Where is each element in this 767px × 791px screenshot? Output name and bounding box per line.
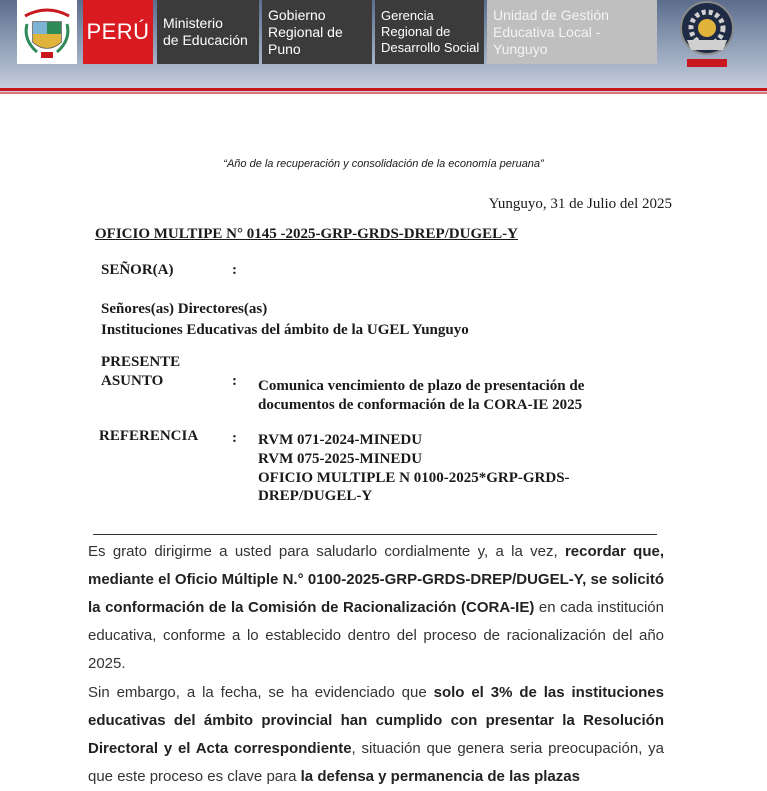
entity-line: Regional de Puno xyxy=(268,23,343,57)
coat-of-arms-icon xyxy=(19,2,75,62)
entity-gerencia xyxy=(375,0,484,64)
recipient-line: Instituciones Educativas del ámbito de la UGEL Yunguyo xyxy=(101,322,469,338)
asunto-line: documentos de conformación de la CORA-IE 2025 xyxy=(258,397,583,413)
peru-brand: PERÚ xyxy=(83,0,153,64)
paragraph-text: Sin embargo, a la fecha, se ha evidenciado que xyxy=(88,684,434,701)
paragraph-text: Es grato dirigirme a usted para saludarlo cordialmente y, a la vez, xyxy=(88,543,565,560)
entity-line: Regional de xyxy=(381,24,451,39)
entity-gobierno xyxy=(262,0,372,64)
senor-colon: : xyxy=(232,262,237,278)
entity-line: Gerencia xyxy=(381,8,434,23)
place-date: Yunguyo, 31 de Julio del 2025 xyxy=(488,196,672,212)
region-puno-seal-icon xyxy=(673,0,741,70)
entity-line: Unidad de Gestión xyxy=(493,6,609,23)
paragraph-text: en cada institución educativa, conforme a lo establecido dentro del proceso de racionalización del año 2025. xyxy=(88,599,664,672)
document-title: OFICIO MULTIPE N° 0145 -2025-GRP-GRDS-DREP/DUGEL-Y xyxy=(95,226,518,242)
paragraph-emphasis: solo el 3% de las instituciones educativas del ámbito provincial han cumplido con presentar la Resolución Directoral y el Acta correspondiente xyxy=(88,684,664,757)
asunto-colon: : xyxy=(232,373,237,389)
asunto-label: ASUNTO xyxy=(101,373,164,389)
senor-label: SEÑOR(A) xyxy=(101,262,174,278)
entity-line: Desarrollo Social xyxy=(381,40,480,55)
recipient-line: Señores(as) Directores(as) xyxy=(101,301,268,317)
paragraph-2 xyxy=(88,679,664,791)
paragraph-text: , situación que genera seria preocupación, ya que este proceso es clave para xyxy=(88,740,665,785)
referencia-colon: : xyxy=(232,430,237,446)
entity-line: Gobierno xyxy=(268,6,326,23)
section-divider xyxy=(93,534,657,535)
referencia-line: RVM 075-2025-MINEDU xyxy=(258,451,423,467)
entity-line: de Educación xyxy=(163,32,248,48)
letterhead-red-line xyxy=(0,88,767,91)
asunto-line: Comunica vencimiento de plazo de presentación de xyxy=(258,378,585,394)
peru-coat-of-arms xyxy=(17,0,77,64)
entity-ugel xyxy=(487,0,657,64)
referencia-line: OFICIO MULTIPLE N 0100-2025*GRP-GRDS- xyxy=(258,470,570,486)
entity-ministerio xyxy=(157,0,259,64)
referencia-line: RVM 071-2024-MINEDU xyxy=(258,432,423,448)
year-motto: “Año de la recuperación y consolidación de la economía peruana” xyxy=(223,158,544,170)
entity-line: Educativa Local - Yunguyo xyxy=(493,23,601,57)
paragraph-1 xyxy=(88,538,664,678)
presente-label: PRESENTE xyxy=(101,354,181,370)
paragraph-emphasis: la defensa y permanencia de las plazas xyxy=(300,768,580,785)
referencia-label: REFERENCIA xyxy=(99,428,199,444)
paragraph-emphasis: recordar que, mediante el Oficio Múltiple N.° 0100-2025-GRP-GRDS-DREP/DUGEL-Y, se solicitó la conformación de la Comisión de Racionalización (CORA-IE) xyxy=(88,543,664,616)
letterhead-red-line-thin xyxy=(0,92,767,94)
entity-line: Ministerio xyxy=(163,15,223,31)
referencia-line: DREP/DUGEL-Y xyxy=(258,488,373,504)
